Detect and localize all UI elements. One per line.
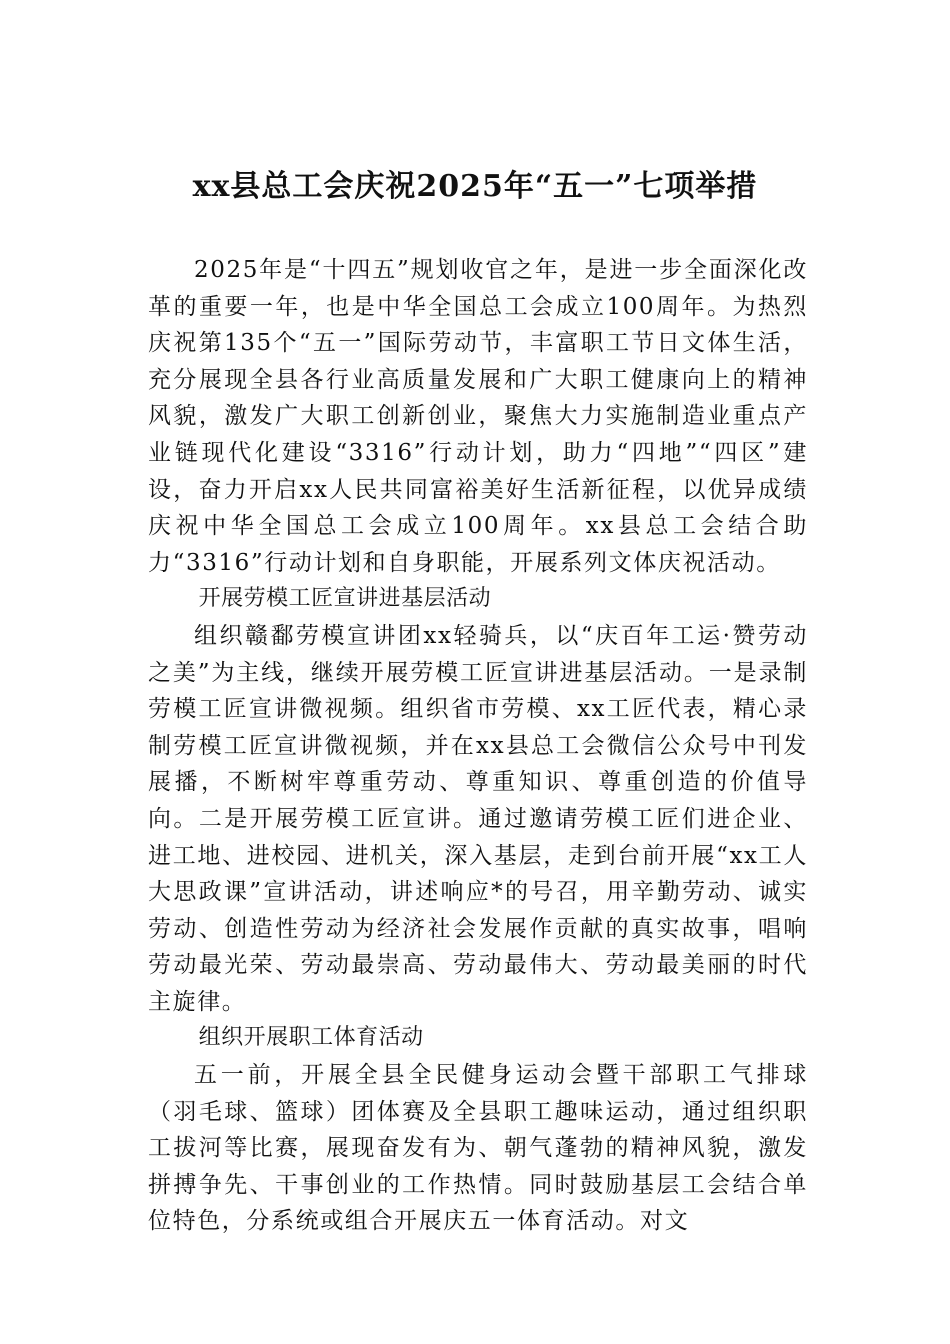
intro-paragraph: 2025年是“十四五”规划收官之年，是进一步全面深化改革的重要一年，也是中华全国总工会成立100周年。为热烈庆祝第135个“五一”国际劳动节，丰富职工节日文体生活，充分展现全县各行业高质量发展和广大职工健康向上的精神风貌，激发广大职工创新创业，聚焦大力实施制造业重点产业链现代化建设“3316”行动计划，助力“四地”“四区”建设，奋力开启xx人民共同富裕美好生活新征程，以优异成绩庆祝中华全国总工会成立100周年。xx县总工会结合助力“3316”行动计划和自身职能，开展系列文体庆祝活动。 (148, 257, 808, 576)
section-body-labor-model-lectures: 组织赣鄱劳模宣讲团xx轻骑兵，以“庆百年工运·赞劳动之美”为主线，继续开展劳模工匠宣讲进基层活动。一是录制劳模工匠宣讲微视频。组织省市劳模、xx工匠代表，精心录制劳模工匠宣讲微视频，并在xx县总工会微信公众号中刊发展播，不断树牢尊重劳动、尊重知识、尊重创造的价值导向。二是开展劳模工匠宣讲。通过邀请劳模工匠们进企业、进工地、进校园、进机关，深入基层，走到台前开展“xx工人大思政课”宣讲活动，讲述响应*的号召，用辛勤劳动、诚实劳动、创造性劳动为经济社会发展作贡献的真实故事，唱响劳动最光荣、劳动最崇高、劳动最伟大、劳动最美丽的时代主旋律。 (148, 622, 808, 1015)
document-body (148, 252, 808, 1240)
section-heading-sports-activities: 组织开展职工体育活动 (198, 1025, 424, 1051)
section-heading-labor-model-lectures: 开展劳模工匠宣讲进基层活动 (198, 586, 492, 612)
document-title: xx县总工会庆祝2025年“五一”七项举措 (192, 169, 758, 204)
section-body-sports-activities: 五一前，开展全县全民健身运动会暨干部职工气排球（羽毛球、篮球）团体赛及全县职工趣味运动，通过组织职工拔河等比赛，展现奋发有为、朝气蓬勃的精神风貌，激发拼搏争先、干事创业的工作热情。同时鼓励基层工会结合单位特色，分系统或组合开展庆五一体育活动。对文 (148, 1062, 808, 1235)
